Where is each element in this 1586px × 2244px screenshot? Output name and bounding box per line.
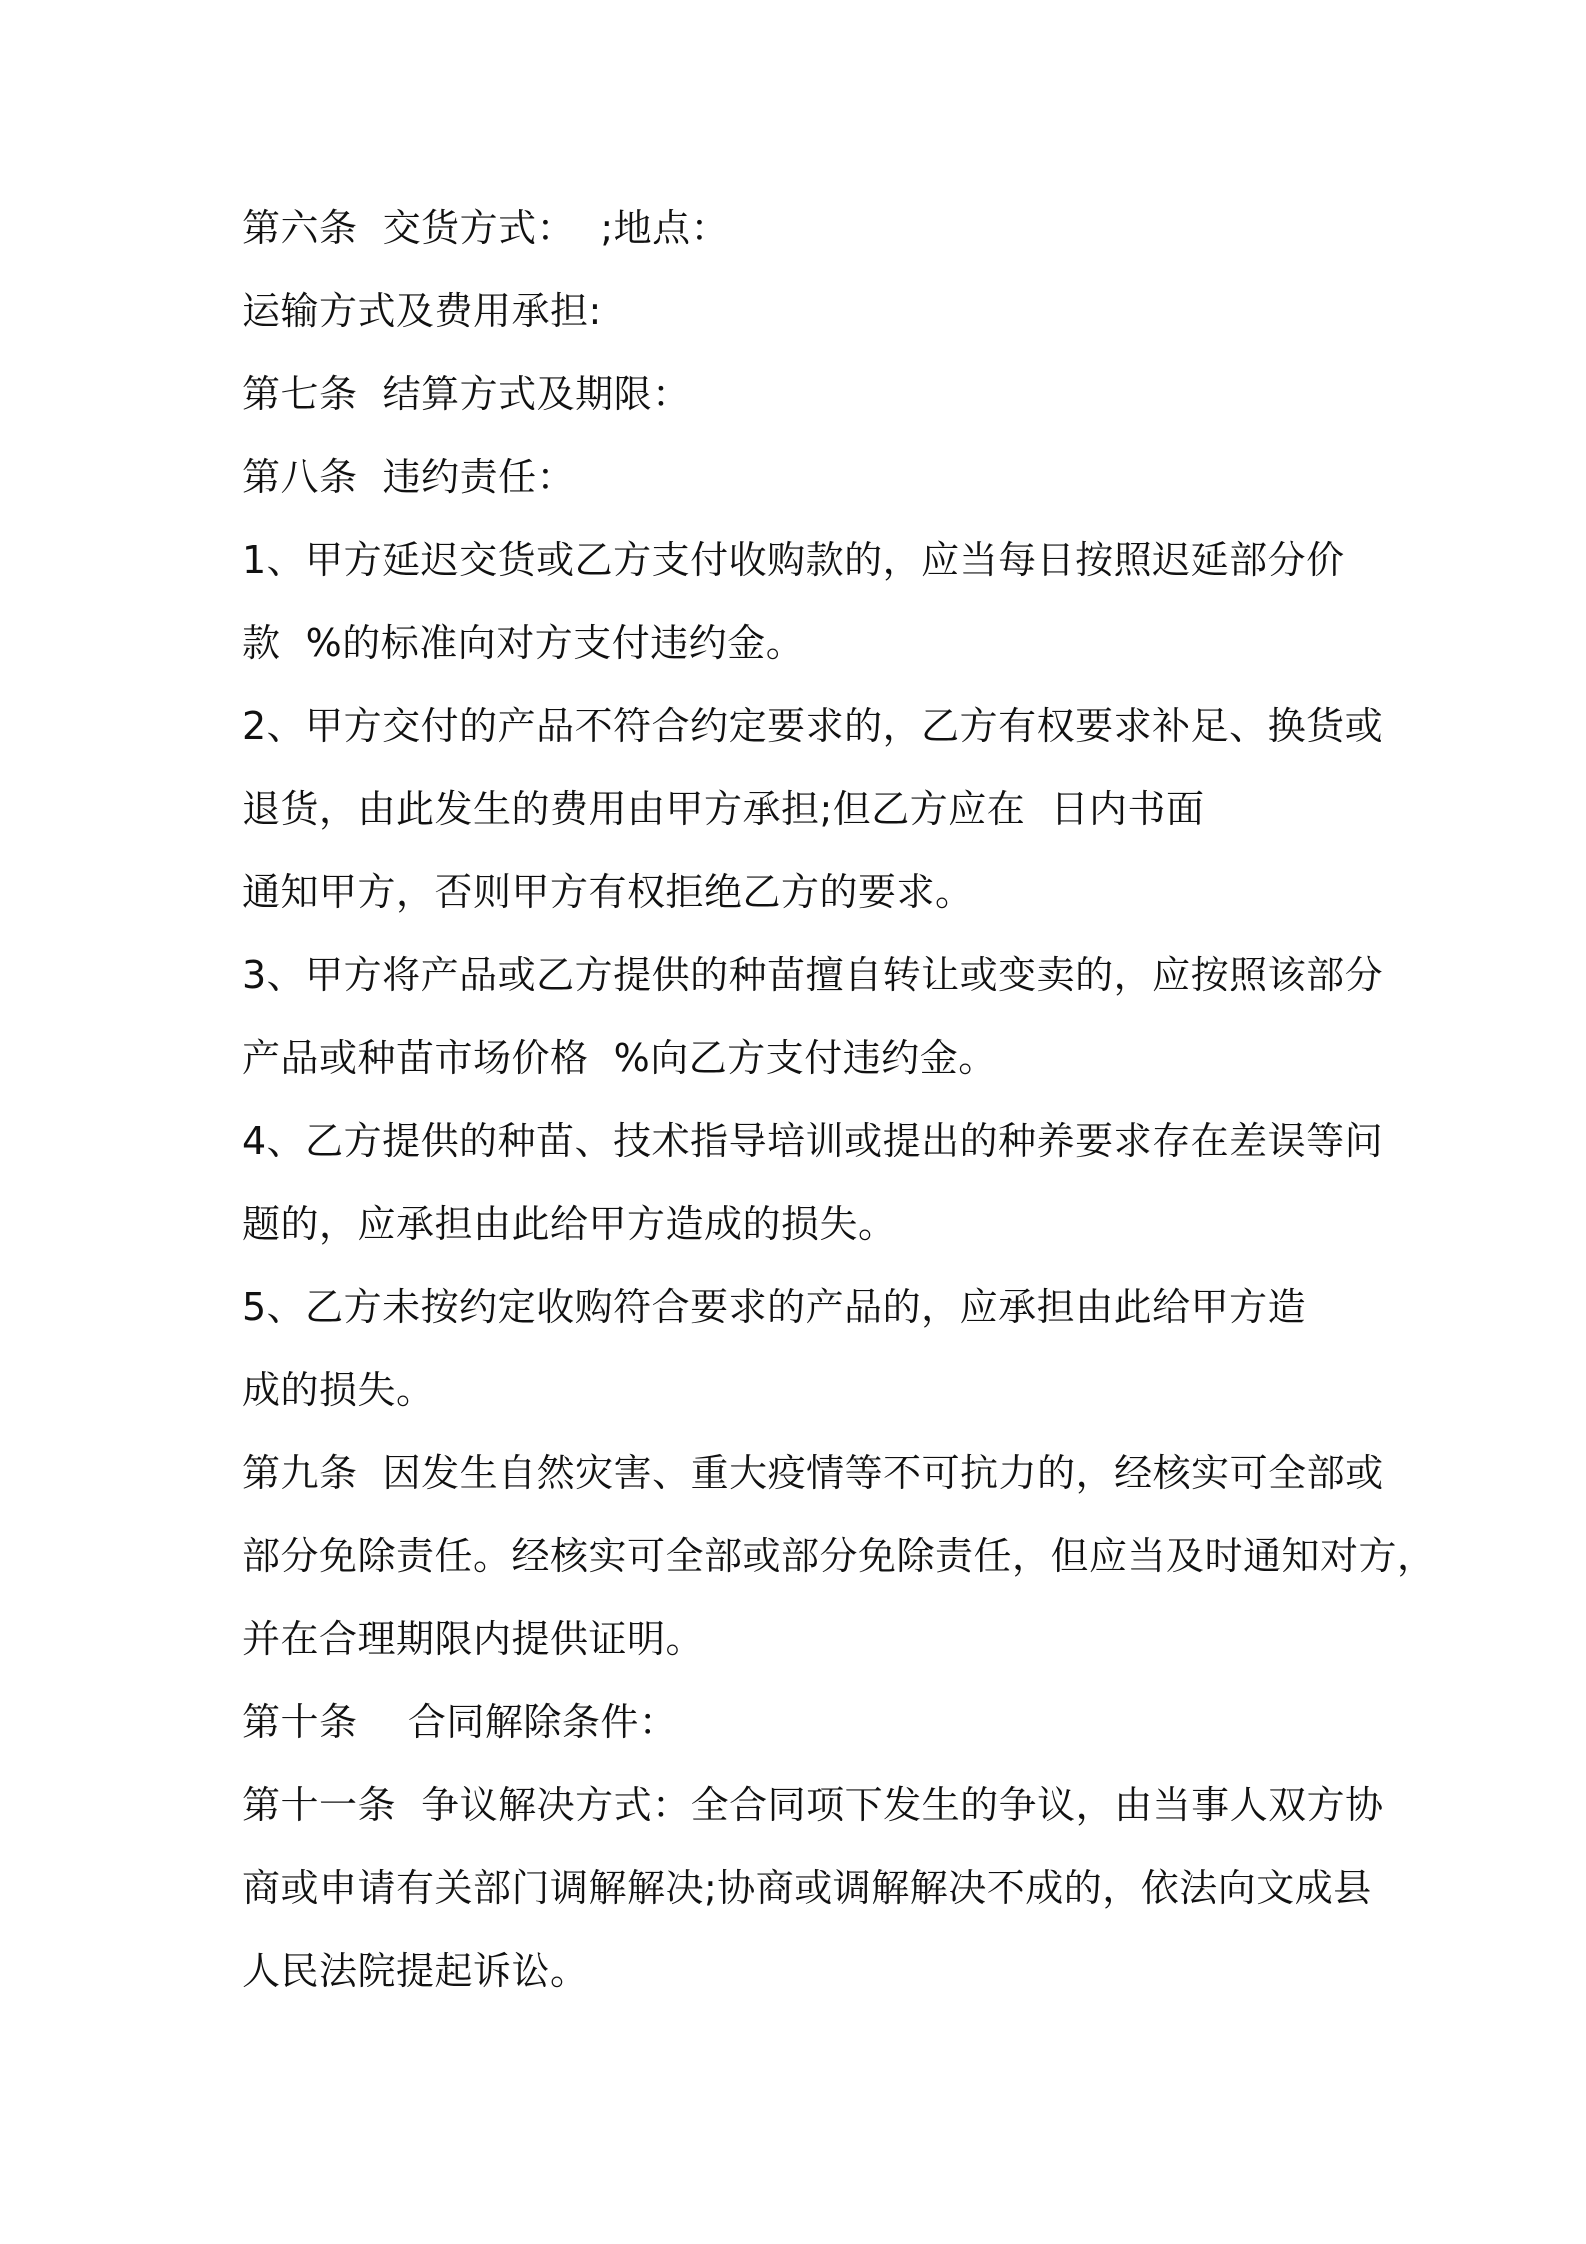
- clause-8-item-5-line-1: 5、乙方未按约定收购符合要求的产品的，应承担由此给甲方造: [242, 1285, 1307, 1329]
- clause-8-item-3-line-1: 3、甲方将产品或乙方提供的种苗擅自转让或变卖的，应按照该部分: [242, 953, 1384, 997]
- clause-8-item-2-line-3: 通知甲方，否则甲方有权拒绝乙方的要求。: [242, 870, 974, 914]
- clause-8-item-1-line-1: 1、甲方延迟交货或乙方支付收购款的，应当每日按照迟延部分价: [242, 538, 1345, 582]
- clause-8-heading: 第八条 违约责任：: [242, 455, 576, 499]
- clause-8-item-5-line-2: 成的损失。: [242, 1368, 435, 1412]
- clause-8-item-4-line-1: 4、乙方提供的种苗、技术指导培训或提出的种养要求存在差误等问: [242, 1119, 1384, 1163]
- clause-6-delivery-line: 第六条 交货方式： ;地点：: [242, 206, 730, 250]
- clause-11-line-1: 第十一条 争议解决方式：全合同项下发生的争议，由当事人双方协: [242, 1783, 1384, 1827]
- clause-8-item-4-line-2: 题的，应承担由此给甲方造成的损失。: [242, 1202, 897, 1246]
- clause-8-item-2-line-1: 2、甲方交付的产品不符合约定要求的，乙方有权要求补足、换货或: [242, 704, 1384, 748]
- clause-7-settlement-line: 第七条 结算方式及期限：: [242, 372, 691, 416]
- clause-8-item-3-line-2: 产品或种苗市场价格 %向乙方支付违约金。: [242, 1036, 997, 1080]
- clause-9-line-2: 部分免除责任。经核实可全部或部分免除责任，但应当及时通知对方，: [242, 1534, 1436, 1578]
- clause-6-transport-line: 运输方式及费用承担:: [242, 289, 602, 333]
- clause-9-line-3: 并在合理期限内提供证明。: [242, 1617, 705, 1661]
- clause-9-line-1: 第九条 因发生自然灾害、重大疫情等不可抗力的，经核实可全部或: [242, 1451, 1384, 1495]
- clause-8-item-2-line-2: 退货，由此发生的费用由甲方承担;但乙方应在 日内书面: [242, 787, 1205, 831]
- clause-11-line-2: 商或申请有关部门调解解决;协商或调解解决不成的，依法向文成县: [242, 1866, 1372, 1910]
- clause-11-line-3: 人民法院提起诉讼。: [242, 1949, 589, 1993]
- clause-10-line: 第十条 合同解除条件：: [242, 1700, 678, 1744]
- clause-8-item-1-line-2: 款 %的标准向对方支付违约金。: [242, 621, 805, 665]
